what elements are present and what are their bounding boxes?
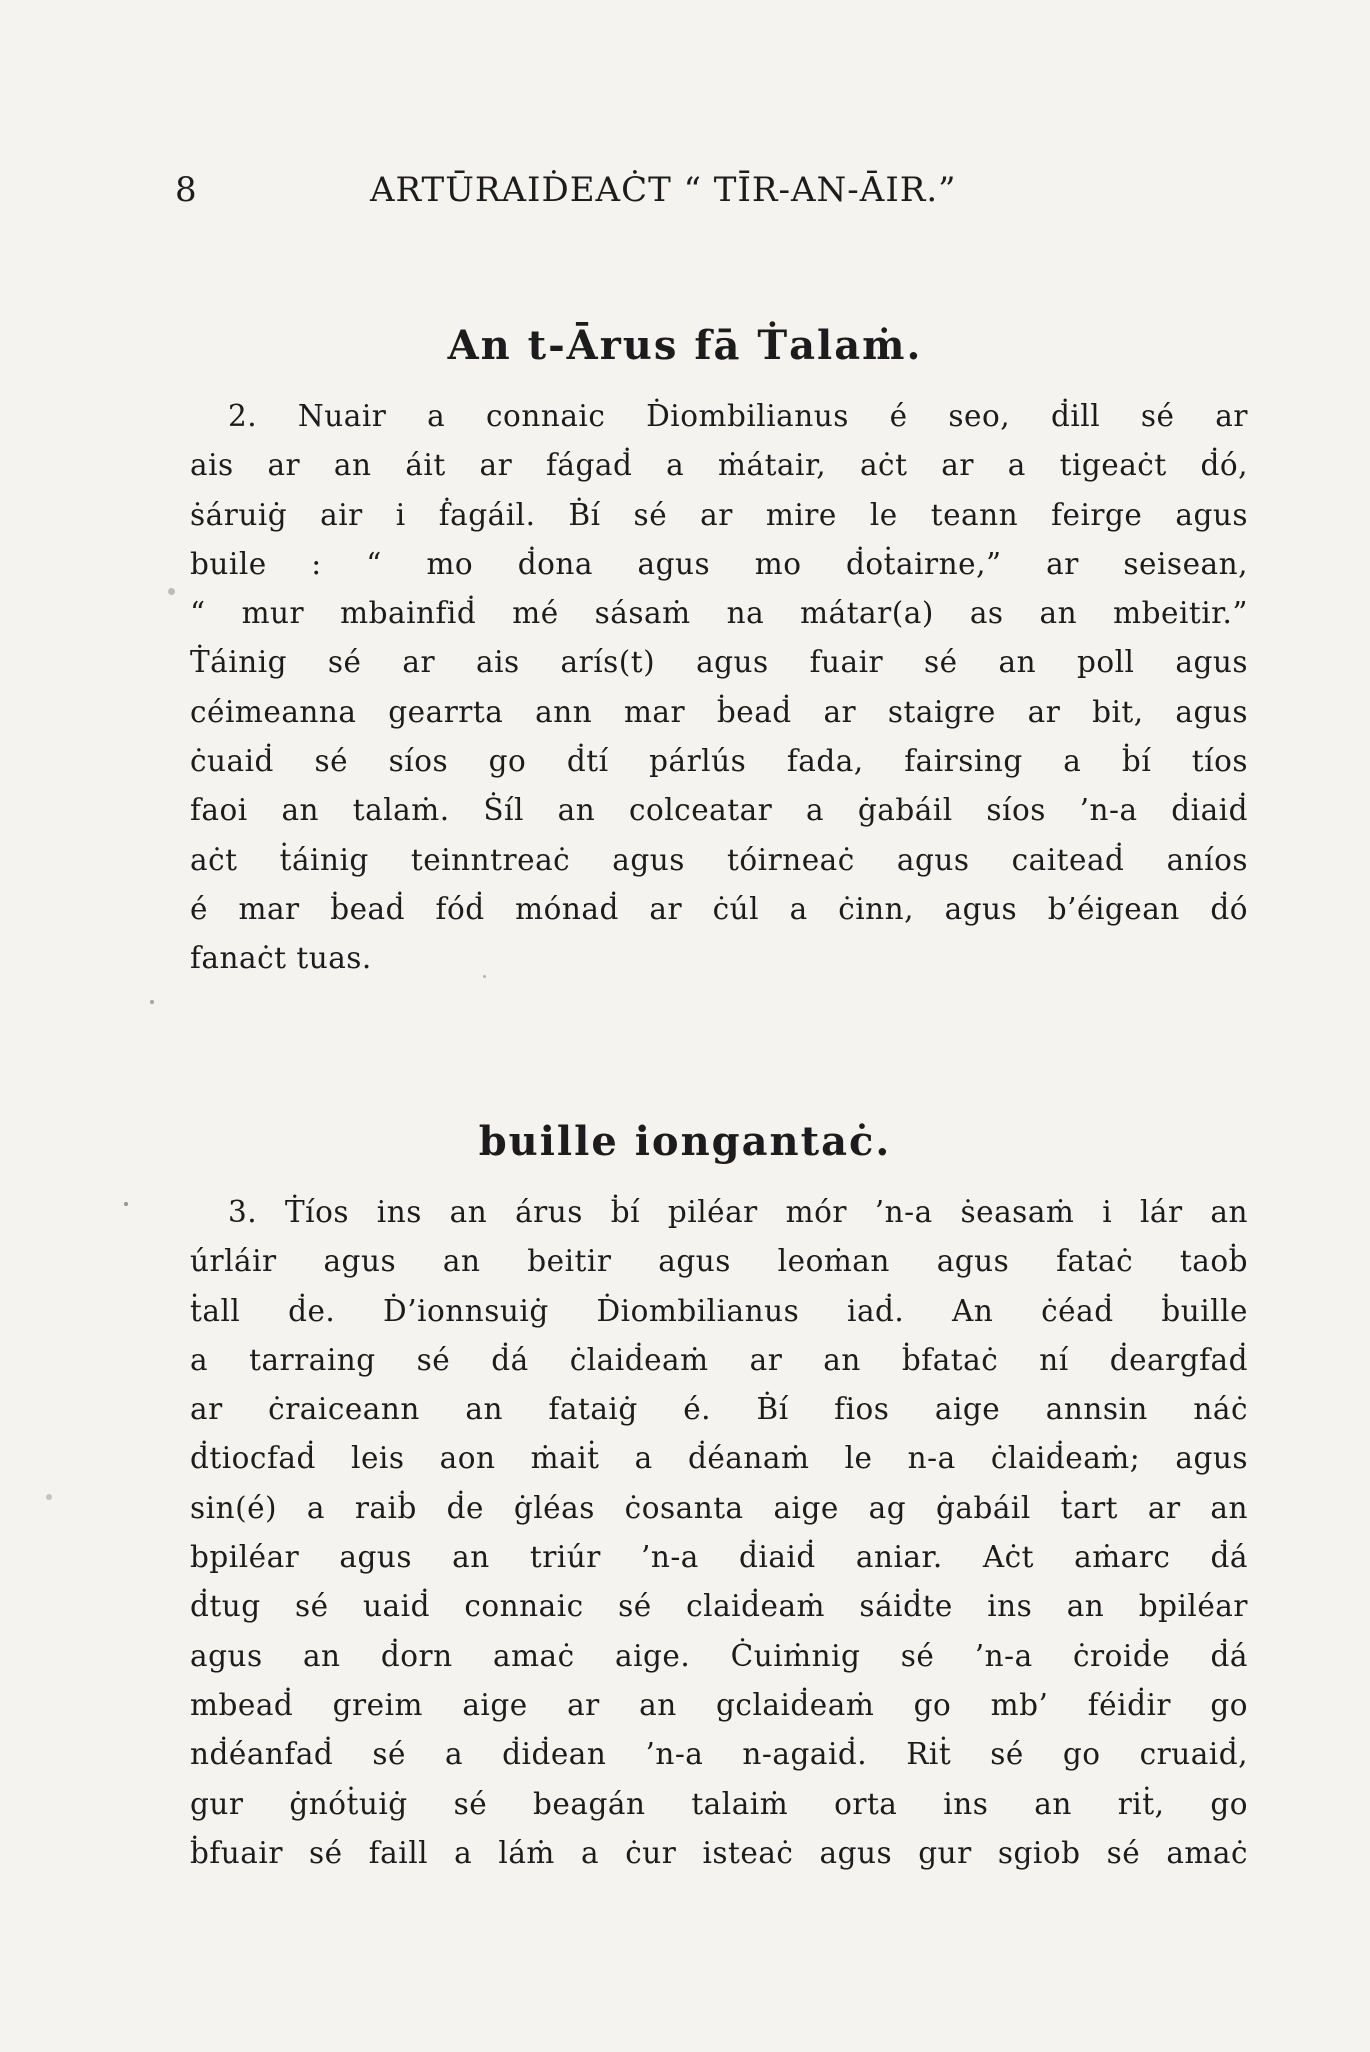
text-line: ḋtiocfaḋ leis aon ṁaiṫ a ḋéanaṁ le n-a ċlaiḋeaṁ; agus — [190, 1441, 1248, 1476]
text-line: nḋéanfaḋ sé a ḋiḋean ’n-a n-agaiḋ. Riṫ sé go cruaiḋ, — [190, 1737, 1248, 1772]
text-line: a tarraing sé ḋá ċlaiḋeaṁ ar an ḃfataċ ní ḋeargfaḋ — [190, 1342, 1248, 1377]
text-line: gur ġnóṫuiġ sé beagán talaiṁ orta ins an riṫ, go — [190, 1786, 1248, 1821]
section-title: An t-Ārus fā Ṫalaṁ. — [447, 322, 923, 369]
page-number: 8 — [175, 170, 197, 210]
text-line: agus an ḋorn amaċ aige. Ċuiṁnig sé ’n-a ċroiḋe ḋá — [190, 1638, 1248, 1673]
scan-speck — [483, 975, 486, 978]
text-line: ḋtug sé uaiḋ connaic sé claiḋeaṁ sáiḋte ins an bpiléar — [190, 1589, 1248, 1624]
text-line: faoi an talaṁ. Ṡíl an colceatar a ġabáil síos ’n-a ḋiaiḋ — [190, 793, 1248, 828]
scan-speck — [124, 1202, 128, 1206]
scan-speck — [168, 588, 175, 595]
text-line: ḃfuair sé faill a láṁ a ċur isteaċ agus gur sgiob sé amaċ — [190, 1835, 1248, 1870]
text-line: bpiléar agus an triúr ’n-a ḋiaiḋ aniar. Aċt aṁarc ḋá — [190, 1540, 1248, 1575]
paragraph — [190, 1188, 1248, 1878]
text-line: 2. Nuair a connaic Ḋiombilianus é seo, ḋill sé ar — [228, 399, 1248, 433]
text-line: ċuaiḋ sé síos go ḋtí párlús fada, fairsing a ḃí tíos — [190, 744, 1248, 779]
section-title: buille iongantaċ. — [478, 1118, 892, 1165]
text-line: Ṫáinig sé ar ais arís(t) agus fuair sé an poll agus — [190, 645, 1248, 680]
page-header — [175, 170, 1215, 220]
text-line: ṡáruiġ air i ḟagáil. Ḃí sé ar mire le teann feirge agus — [190, 497, 1248, 532]
text-line: ais ar an áit ar fágaḋ a ṁátair, aċt ar a tigeaċt ḋó, — [190, 448, 1248, 483]
text-line: fanaċt tuas. — [190, 941, 372, 976]
text-line: buile : “ mo ḋona agus mo ḋoṫairne,” ar seisean, — [190, 546, 1248, 581]
running-title: ARTŪRAIḊEAĊT “ TĪR-AN-ĀIR.” — [370, 170, 957, 210]
text-line: ṫall ḋe. Ḋ’ionnsuiġ Ḋiombilianus iaḋ. An ċéaḋ ḃuille — [190, 1293, 1248, 1328]
scan-speck — [150, 1000, 154, 1004]
scan-speck — [46, 1494, 52, 1500]
text-line: ar ċraiceann an fataiġ é. Ḃí fios aige annsin náċ — [190, 1392, 1248, 1427]
text-line: aċt ṫáinig teinntreaċ agus tóirneaċ agus caiteaḋ aníos — [190, 842, 1248, 877]
text-line: mbeaḋ greim aige ar an gclaiḋeaṁ go mb’ féiḋir go — [190, 1687, 1248, 1722]
text-line: úrláir agus an beitir agus leoṁan agus fataċ taoḃ — [190, 1244, 1248, 1279]
text-line: 3. Ṫíos ins an árus ḃí piléar mór ’n-a ṡeasaṁ i lár an — [228, 1195, 1248, 1229]
text-line: sin(é) a raiḃ ḋe ġléas ċosanta aige ag ġabáil ṫart ar an — [190, 1490, 1248, 1525]
text-line: é mar ḃeaḋ fóḋ mónaḋ ar ċúl a ċinn, agus b’éigean ḋó — [190, 891, 1248, 926]
text-line: “ mur mbainfiḋ mé sásaṁ na mátar(a) as an mbeitir.” — [190, 596, 1248, 631]
paragraph — [190, 392, 1248, 984]
text-line: céimeanna gearrta ann mar ḃeaḋ ar staigre ar bit, agus — [190, 694, 1248, 729]
